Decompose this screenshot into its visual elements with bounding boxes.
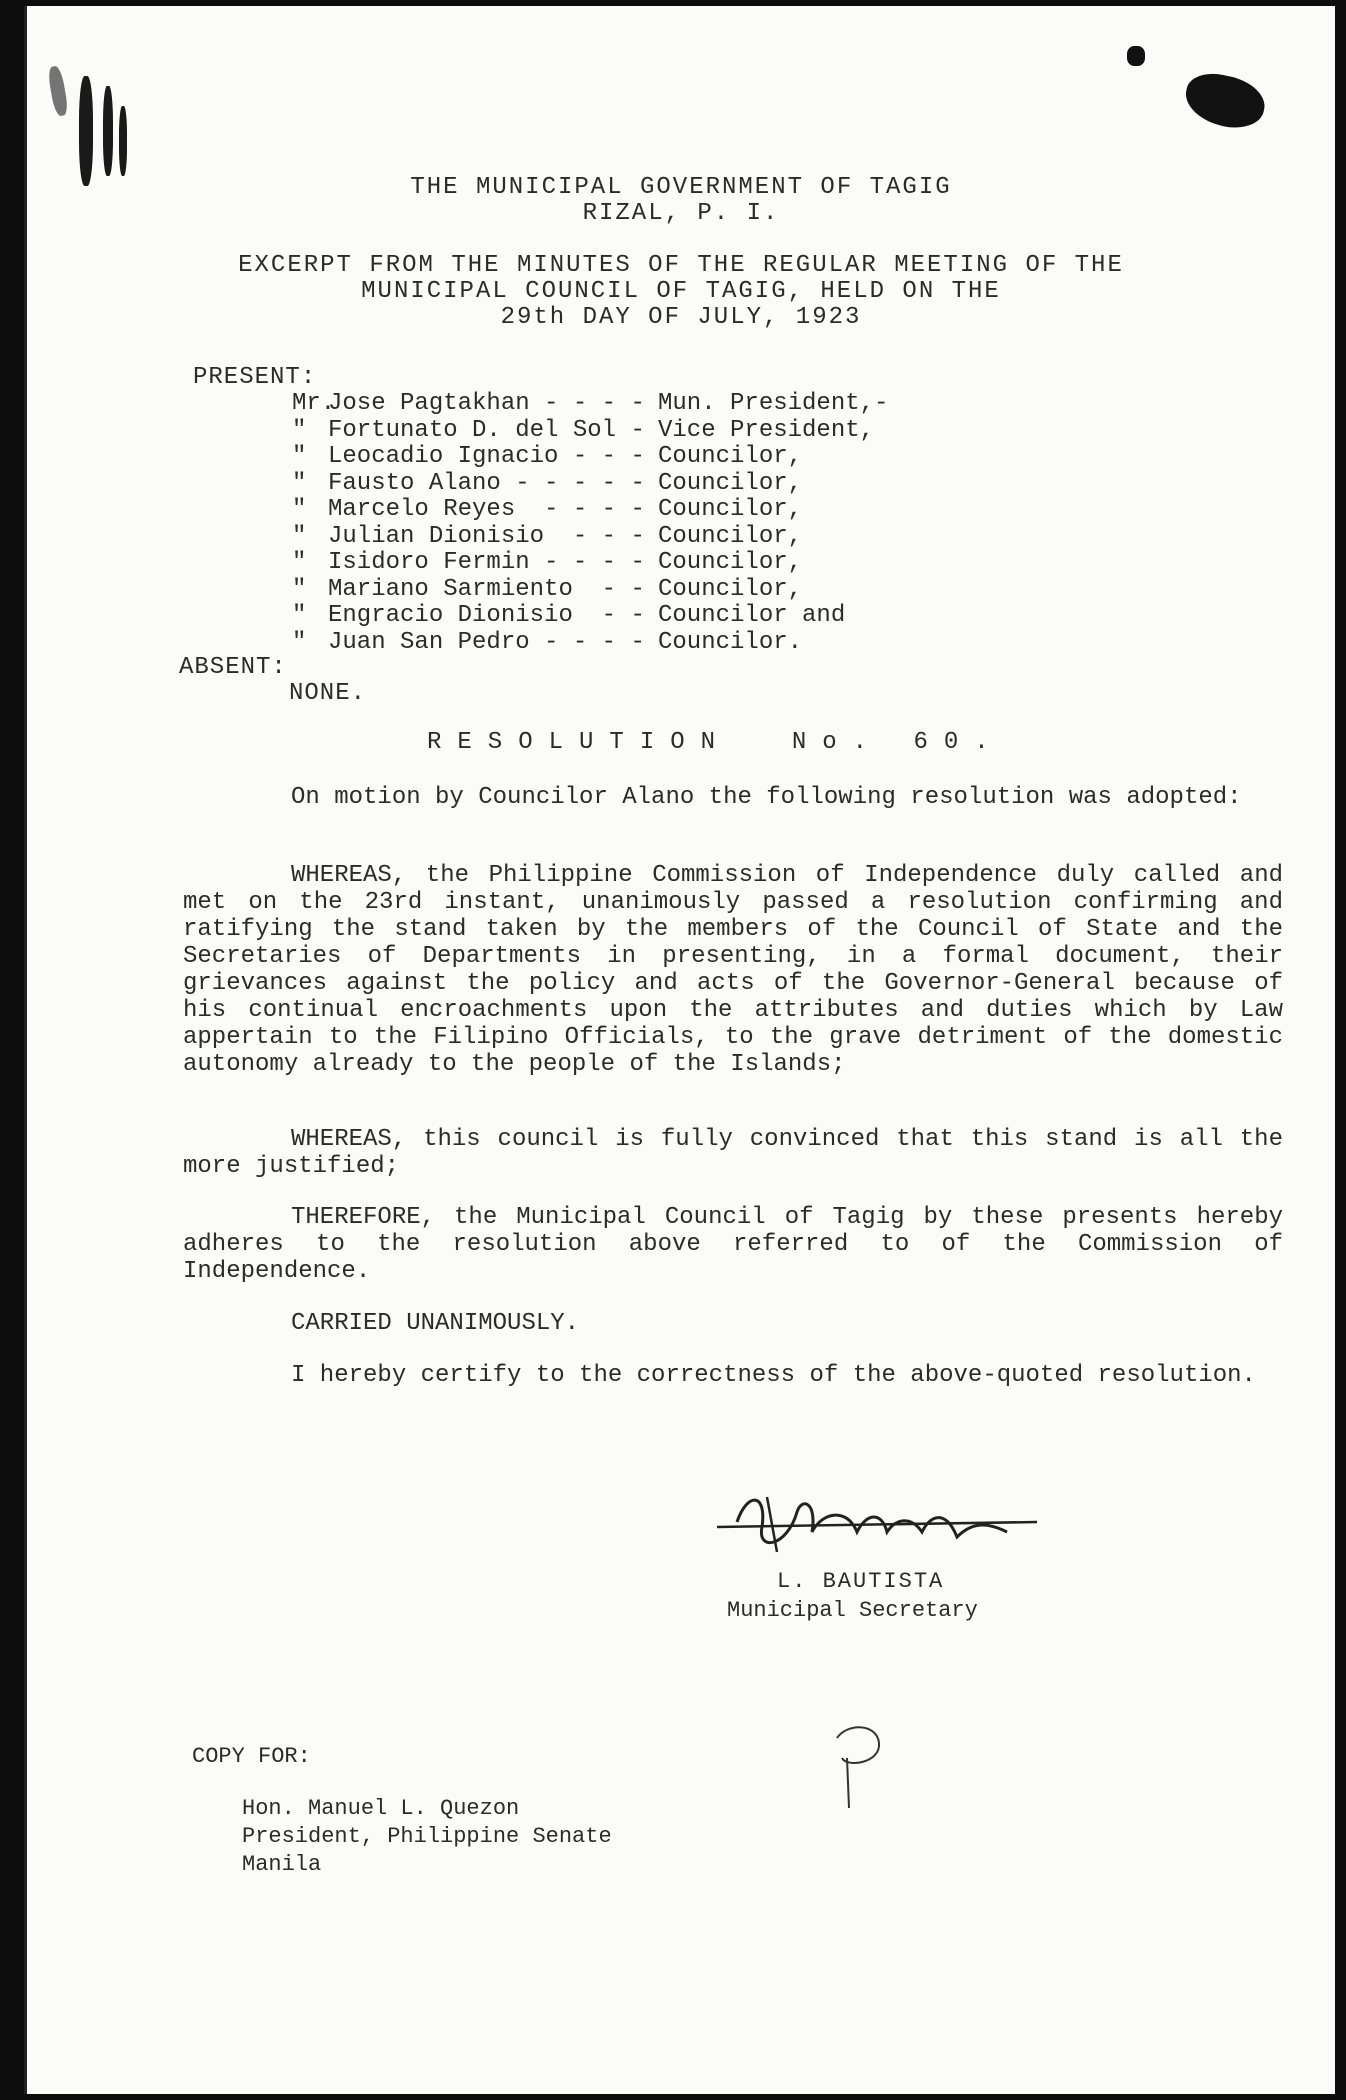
member-prefix: Mr. (292, 390, 336, 417)
member-prefix: " (292, 522, 307, 550)
member-role: Councilor, (658, 522, 803, 550)
motion-paragraph (183, 784, 1283, 811)
member-role: Councilor and (658, 602, 846, 629)
excerpt-line-2: MUNICIPAL COUNCIL OF TAGIG, HELD ON THE (361, 278, 1001, 305)
member-name: Isidoro Fermin - - - - (328, 549, 645, 576)
present-member-row (292, 602, 845, 629)
present-member-row (292, 576, 802, 603)
carried-text: CARRIED UNANIMOUSLY. (291, 1310, 580, 1337)
member-role: Councilor. (658, 628, 803, 656)
certify-paragraph (183, 1362, 1283, 1389)
motion-text: On motion by Councilor Alano the following resolution was adopted: (291, 784, 1242, 811)
present-member-row (292, 417, 874, 444)
therefore-text: THEREFORE, the Municipal Council of Tagig by these presents hereby adheres to the resolution above referred to of the Commission of Independence. (183, 1204, 1283, 1285)
member-name: Mariano Sarmiento - - (328, 575, 645, 603)
present-member-row (292, 470, 802, 497)
present-member-row (292, 523, 802, 550)
therefore-paragraph (183, 1204, 1283, 1285)
whereas-paragraph-1 (183, 862, 1283, 1078)
member-name: Leocadio Ignacio - - - (328, 443, 645, 470)
present-member-row (292, 629, 802, 656)
excerpt-line-1: EXCERPT FROM THE MINUTES OF THE REGULAR MEETING OF THE (238, 252, 1124, 279)
whereas-2-text: WHEREAS, this council is fully convinced that this stand is all the more justified; (183, 1126, 1283, 1180)
member-name: Julian Dionisio - - - (328, 522, 645, 550)
signatory-name: L. BAUTISTA (777, 1569, 945, 1594)
member-prefix: " (292, 443, 307, 470)
member-role: Councilor, (658, 469, 803, 497)
member-role: Vice President, (658, 416, 875, 444)
member-name: Fausto Alano - - - - - (328, 469, 645, 497)
absent-value: NONE. (289, 680, 367, 707)
member-prefix: " (292, 549, 307, 576)
header-line-1: THE MUNICIPAL GOVERNMENT OF TAGIG (410, 174, 952, 201)
document-page (24, 6, 1335, 2094)
whereas-paragraph-2 (183, 1126, 1283, 1180)
present-member-row (292, 496, 802, 523)
excerpt-line-3: 29th DAY OF JULY, 1923 (500, 304, 862, 331)
addressee-line-2: President, Philippine Senate (242, 1824, 612, 1849)
copy-for-label: COPY FOR: (192, 1744, 311, 1769)
header-line-2: RIZAL, P. I. (582, 200, 780, 227)
member-name: Marcelo Reyes - - - - (328, 496, 645, 523)
member-prefix: " (292, 602, 307, 629)
member-prefix: " (292, 496, 307, 523)
member-prefix: " (292, 416, 307, 444)
signatory-title: Municipal Secretary (727, 1598, 978, 1623)
member-role: Councilor, (658, 575, 803, 603)
whereas-1-text: WHEREAS, the Philippine Commission of Independence duly called and met on the 23rd instant, unanimously passed a resolution confirming and ratifying the stand taken by the members of the Council of State and the Secretaries of Departments in presenting, in a formal document, their grievances against the policy and acts of the Governor-General because of his continual encroachments upon the attributes and duties which by Law appertain to the Filipino Officials, to the grave detriment of the domestic autonomy already to the people of the Islands; (183, 862, 1283, 1078)
resolution-title: RESOLUTION No. 60. (427, 729, 1005, 756)
present-member-row (292, 390, 888, 417)
member-prefix: " (292, 628, 307, 656)
addressee-line-3: Manila (242, 1852, 322, 1877)
addressee-line-1: Hon. Manuel L. Quezon (242, 1796, 520, 1821)
member-name: Fortunato D. del Sol - (328, 416, 645, 444)
member-role: Councilor, (658, 496, 803, 523)
handwritten-initial-mark (817, 1718, 897, 1818)
ink-spot (1127, 46, 1145, 66)
member-role: Councilor, (658, 443, 803, 470)
present-label: PRESENT: (193, 364, 317, 391)
member-prefix: " (292, 575, 307, 603)
present-member-row (292, 443, 802, 470)
absent-label: ABSENT: (179, 654, 287, 681)
certify-text: I hereby certify to the correctness of the above-quoted resolution. (291, 1362, 1256, 1389)
member-name: Engracio Dionisio - - (328, 602, 645, 629)
present-member-row (292, 549, 802, 576)
member-name: Juan San Pedro - - - - (328, 628, 645, 656)
member-prefix: " (292, 469, 307, 497)
member-name: Jose Pagtakhan - - - - (328, 390, 645, 417)
handwritten-signature (707, 1482, 1047, 1562)
ink-blot (1181, 68, 1270, 134)
carried-line (183, 1310, 1283, 1337)
member-role: Mun. President,- (658, 390, 889, 417)
member-role: Councilor, (658, 549, 803, 576)
